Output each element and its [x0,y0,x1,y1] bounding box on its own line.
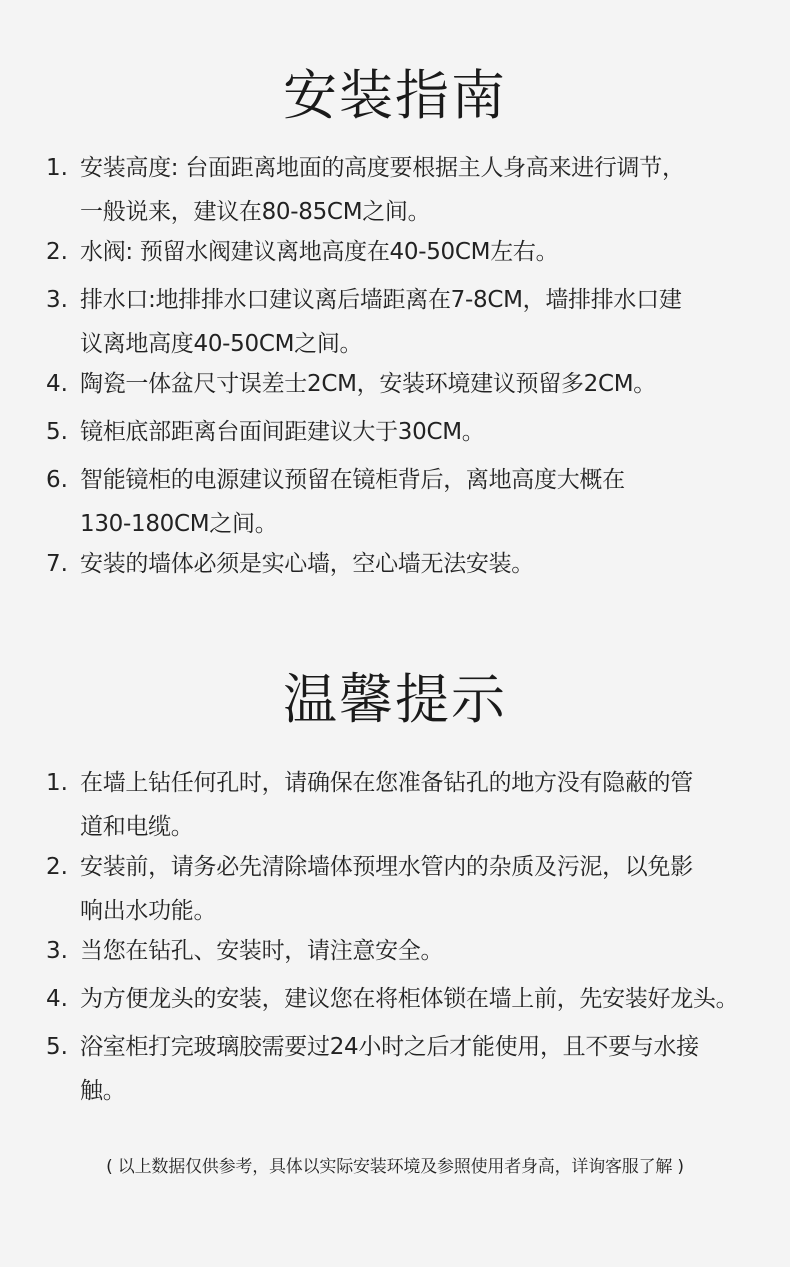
warm-tips-title: 温馨提示 [283,668,507,731]
item-number: 3. [46,287,68,313]
item-text: 在墙上钻任何孔时，请确保在您准备钻孔的地方没有隐蔽的管 道和电缆。 [80,770,693,840]
item-number: 1. [46,770,68,796]
item-text: 安装前，请务必先清除墙体预埋水管内的杂质及污泥，以免影 响出水功能。 [80,854,693,924]
install-guide-title: 安装指南 [283,64,507,127]
item-number: 5. [46,1034,68,1060]
item-number: 2. [46,239,68,265]
item-text: 为方便龙头的安装，建议您在将柜体锁在墙上前，先安装好龙头。 [80,986,739,1012]
item-number: 1. [46,155,68,181]
item-number: 2. [46,854,68,880]
item-text: 智能镜柜的电源建议预留在镜柜背后，离地高度大概在 130-180CM之间。 [80,467,625,537]
item-text: 安装高度: 台面距离地面的高度要根据主人身高来进行调节， 一般说来，建议在80-85CM之间。 [80,155,685,225]
item-text: 排水口:地排排水口建议离后墙距离在7-8CM，墙排排水口建 议离地高度40-50CM之间。 [80,287,682,357]
item-text: 水阀: 预留水阀建议离地高度在40-50CM左右。 [80,239,559,265]
item-number: 4. [46,986,68,1012]
item-text: 陶瓷一体盆尺寸误差士2CM，安装环境建议预留多2CM。 [80,371,656,397]
item-text: 浴室柜打完玻璃胶需要过24小时之后才能使用，且不要与水接 触。 [80,1034,699,1104]
item-text: 当您在钻孔、安装时，请注意安全。 [80,938,444,964]
item-number: 6. [46,467,68,493]
footnote: ( 以上数据仅供参考，具体以实际安装环境及参照使用者身高，详询客服了解 ) [106,1157,684,1177]
item-number: 7. [46,551,68,577]
item-number: 5. [46,419,68,445]
item-number: 4. [46,371,68,397]
item-text: 安装的墙体必须是实心墙，空心墙无法安装。 [80,551,535,577]
item-text: 镜柜底部距离台面间距建议大于30CM。 [80,419,485,445]
item-number: 3. [46,938,68,964]
